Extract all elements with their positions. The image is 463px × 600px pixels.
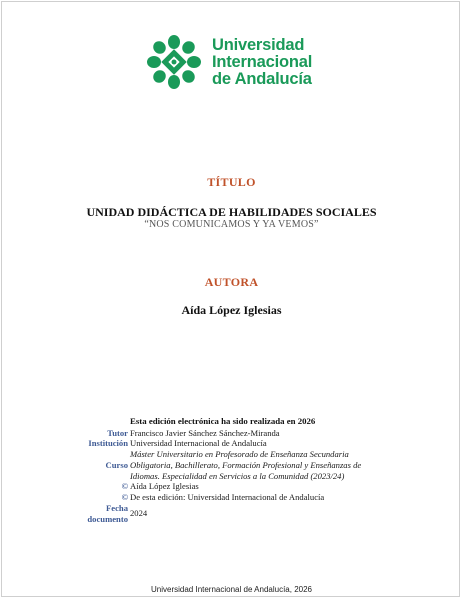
titulo-heading: TÍTULO — [207, 175, 256, 189]
copyright-author-label: © — [121, 481, 128, 491]
copyright-author-value: Aída López Iglesias — [130, 481, 199, 491]
curso-line-2: Obligatoria, Bachillerato, Formación Profesional y Enseñanzas de — [130, 460, 362, 470]
logo-line-1: Universidad — [212, 35, 305, 54]
copyright-edition-label: © — [121, 492, 128, 502]
university-logo — [147, 35, 312, 89]
copyright-edition-value: De esta edición: Universidad Internacional de Andalucía — [130, 492, 325, 502]
curso-line-1: Máster Universitario en Profesorado de Enseñanza Secundaria — [130, 449, 349, 459]
fecha-value: 2024 — [130, 508, 148, 518]
institucion-label: Institución — [88, 438, 128, 448]
autora-heading: AUTORA — [204, 275, 259, 289]
fecha-label-line-2: documento — [87, 514, 128, 524]
page-footer: Universidad Internacional de Andalucía, 2026 — [151, 585, 312, 594]
logo-line-2: Internacional — [212, 52, 313, 71]
tutor-label: Tutor — [107, 428, 128, 438]
fecha-label-line-1: Fecha — [106, 503, 128, 513]
author-name: Aída López Iglesias — [181, 303, 282, 317]
document-subtitle: “NOS COMUNICAMOS Y YA VEMOS” — [144, 219, 319, 230]
edition-note: Esta edición electrónica ha sido realizada en 2026 — [130, 416, 316, 426]
tutor-value: Francisco Javier Sánchez Sánchez-Miranda — [130, 428, 280, 438]
curso-label: Curso — [105, 460, 128, 470]
institucion-value: Universidad Internacional de Andalucía — [130, 438, 267, 448]
document-title: UNIDAD DIDÁCTICA DE HABILIDADES SOCIALES — [86, 205, 377, 219]
logo-wordmark — [212, 37, 312, 88]
star-emblem-icon — [147, 35, 201, 89]
logo-line-3: de Andalucía — [212, 69, 312, 88]
curso-line-3: Idiomas. Especialidad en Servicios a la Comunidad (2023/24) — [130, 471, 345, 481]
